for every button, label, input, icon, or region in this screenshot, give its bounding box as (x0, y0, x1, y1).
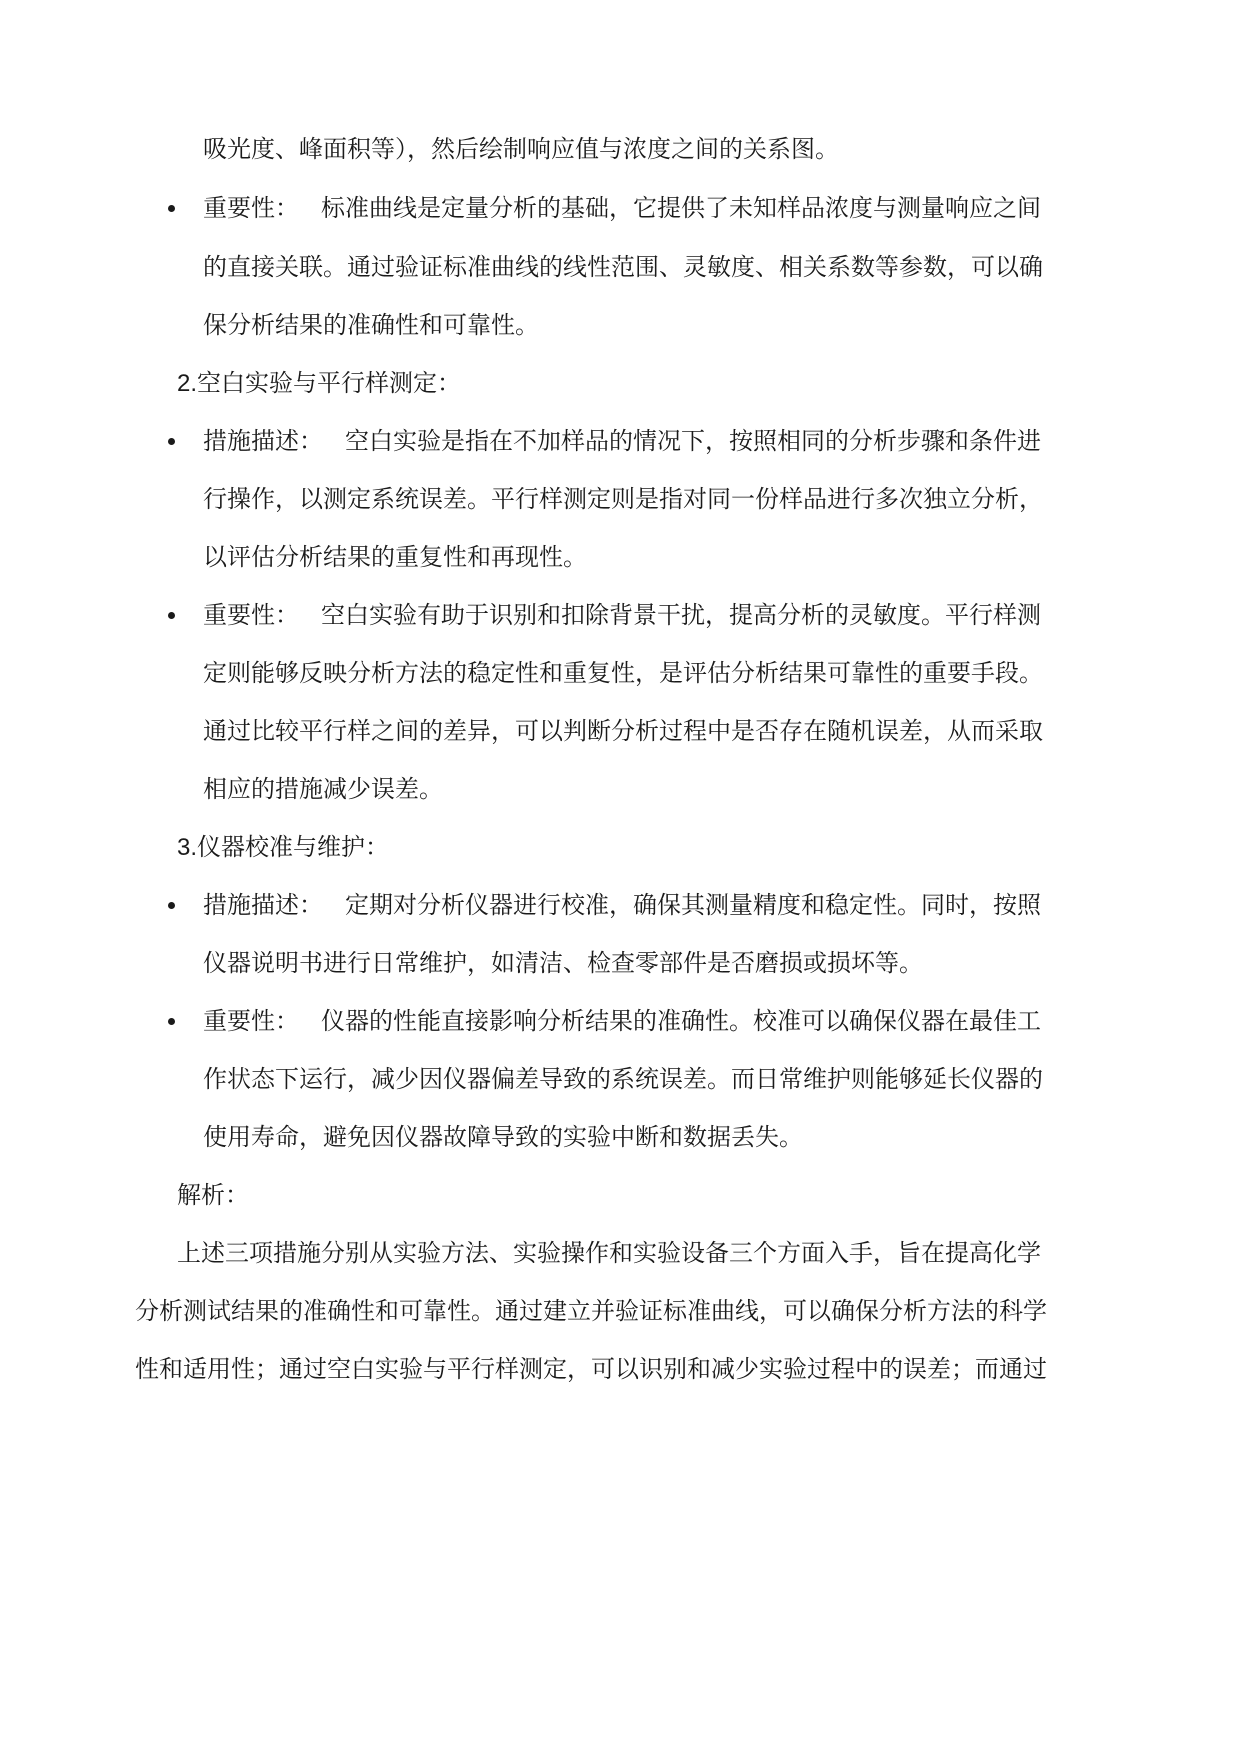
paragraph-line: 吸光度、峰面积等），然后绘制响应值与浓度之间的关系图。 (203, 135, 839, 163)
analysis-heading: 解析： (177, 1181, 249, 1209)
section-heading (177, 367, 461, 400)
bullet-dot (168, 205, 175, 212)
bullet-label: 重要性： (203, 601, 299, 629)
bullet-dot (168, 438, 175, 445)
paragraph-line: 作状态下运行，减少因仪器偏差导致的系统误差。而日常维护则能够延长仪器的 (203, 1065, 1043, 1093)
section-title: 空白实验与平行样测定： (197, 369, 462, 397)
bullet-label: 措施描述： (203, 427, 323, 455)
paragraph-line: 以评估分析结果的重复性和再现性。 (203, 543, 587, 571)
bullet-line (203, 1005, 1041, 1037)
paragraph-line: 上述三项措施分别从实验方法、实验操作和实验设备三个方面入手，旨在提高化学 (177, 1239, 1041, 1267)
bullet-line (203, 425, 1041, 457)
paragraph-line: 的直接关联。通过验证标准曲线的线性范围、灵敏度、相关系数等参数，可以确 (203, 253, 1043, 281)
bullet-dot (168, 902, 175, 909)
section-title: 仪器校准与维护： (197, 833, 390, 861)
bullet-label: 重要性： (203, 1007, 299, 1035)
paragraph-line: 仪器说明书进行日常维护，如清洁、检查零部件是否磨损或损坏等。 (203, 949, 923, 977)
bullet-line (203, 599, 1041, 631)
bullet-line (203, 889, 1041, 921)
paragraph-line: 通过比较平行样之间的差异，可以判断分析过程中是否存在随机误差，从而采取 (203, 717, 1043, 745)
bullet-label: 重要性： (203, 194, 299, 222)
paragraph-line: 相应的措施减少误差。 (203, 775, 443, 803)
paragraph-line: 使用寿命，避免因仪器故障导致的实验中断和数据丢失。 (203, 1123, 803, 1151)
paragraph-line: 性和适用性；通过空白实验与平行样测定，可以识别和减少实验过程中的误差；而通过 (135, 1355, 1047, 1383)
section-number: 3. (177, 834, 198, 861)
bullet-dot (168, 1018, 175, 1025)
section-heading (177, 831, 389, 864)
bullet-text: 仪器的性能直接影响分析结果的准确性。校准可以确保仪器在最佳工 (321, 1007, 1041, 1035)
bullet-label: 措施描述： (203, 891, 323, 919)
bullet-dot (168, 612, 175, 619)
paragraph-line: 保分析结果的准确性和可靠性。 (203, 311, 539, 339)
paragraph-line: 行操作，以测定系统误差。平行样测定则是指对同一份样品进行多次独立分析， (203, 485, 1043, 513)
paragraph-line: 分析测试结果的准确性和可靠性。通过建立并验证标准曲线，可以确保分析方法的科学 (135, 1297, 1047, 1325)
paragraph-line: 定则能够反映分析方法的稳定性和重复性，是评估分析结果可靠性的重要手段。 (203, 659, 1043, 687)
bullet-text: 标准曲线是定量分析的基础，它提供了未知样品浓度与测量响应之间 (321, 194, 1041, 222)
section-number: 2. (177, 370, 198, 397)
bullet-line (203, 192, 1041, 224)
bullet-text: 定期对分析仪器进行校准，确保其测量精度和稳定性。同时，按照 (345, 891, 1041, 919)
bullet-text: 空白实验有助于识别和扣除背景干扰，提高分析的灵敏度。平行样测 (321, 601, 1041, 629)
bullet-text: 空白实验是指在不加样品的情况下，按照相同的分析步骤和条件进 (345, 427, 1041, 455)
